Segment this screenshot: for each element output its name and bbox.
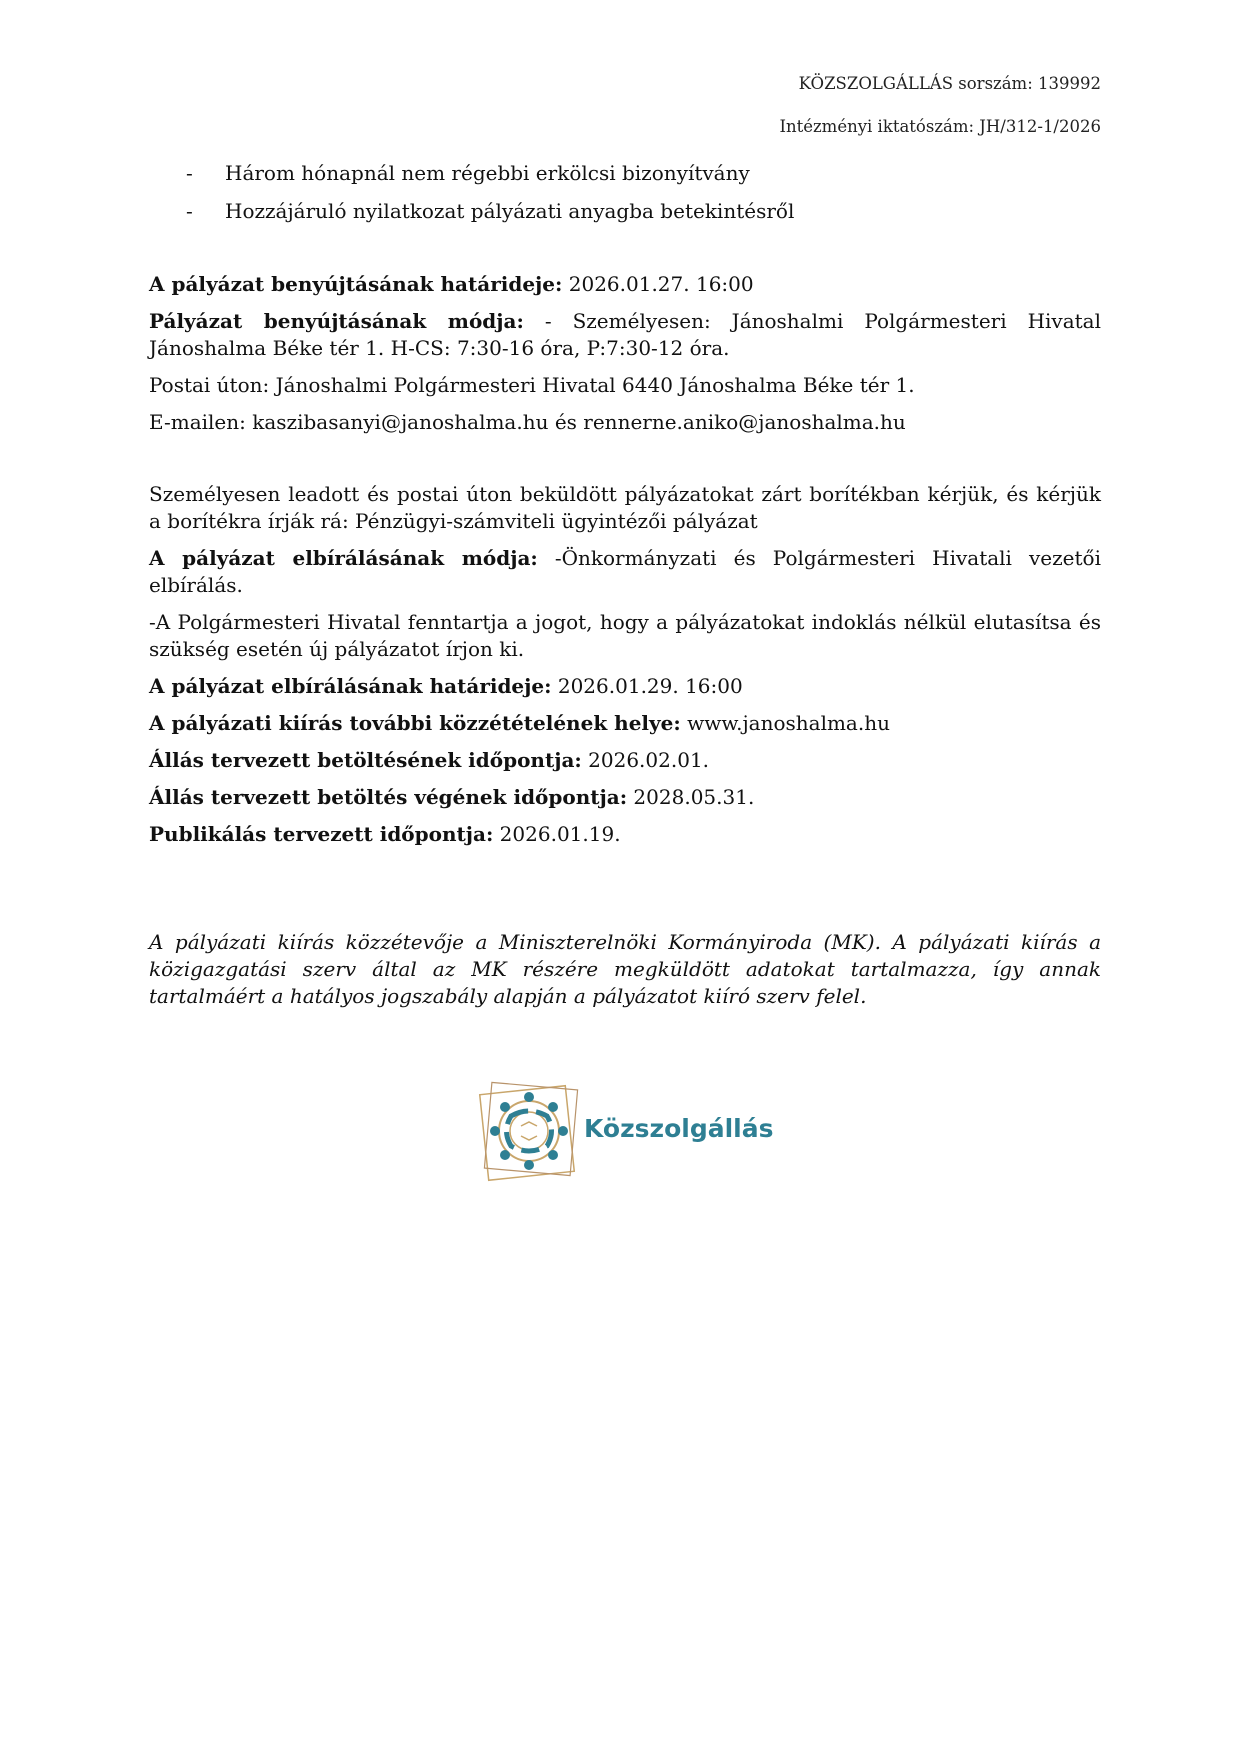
email-submission: E-mailen: kaszibasanyi@janoshalma.hu és rennerne.aniko@janoshalma.hu [149, 410, 906, 434]
publication-place [149, 710, 1101, 737]
envelope-note: Személyesen leadott és postai úton beküldött pályázatokat zárt borítékban kérjük, és kérjük a borítékra írják rá: Pénzügyi-számviteli ügyintézői pályázat [149, 482, 1101, 533]
logo-emblem-icon [476, 1076, 586, 1186]
evaluation-deadline-value: 2026.01.29. 16:00 [551, 674, 743, 698]
submission-method-value: - Személyesen: Jánoshalmi Polgármesteri Hivatal Jánoshalma Béke tér 1. H-CS: 7:30-16 óra, P:7:30-12 óra. [149, 309, 1102, 360]
header-serial-number: KÖZSZOLGÁLLÁS sorszám: 139992 [798, 74, 1101, 93]
document-body [149, 160, 1101, 1010]
submission-method [149, 308, 1101, 362]
list-item [149, 160, 1101, 187]
list-bullet: - [186, 161, 193, 185]
planned-start-date-label: Állás tervezett betöltésének időpontja: [149, 748, 582, 772]
submission-deadline-value: 2026.01.27. 16:00 [562, 272, 754, 296]
planned-end-date [149, 784, 1101, 811]
planned-start-date [149, 747, 1101, 774]
publication-date [149, 821, 1101, 848]
evaluation-method-label: A pályázat elbírálásának módja: [149, 546, 538, 570]
list-bullet: - [186, 199, 193, 223]
publication-place-value: www.janoshalma.hu [680, 711, 890, 735]
list-item-text: Három hónapnál nem régebbi erkölcsi bizonyítvány [225, 161, 750, 185]
kozszolgallas-logo [476, 1076, 776, 1186]
publication-place-label: A pályázati kiírás további közzétételének helye: [149, 711, 681, 735]
disclaimer: A pályázati kiírás közzétevője a Miniszterelnöki Kormányiroda (MK). A pályázati kiírás a közigazgatási szerv által az MK részére megküldött adatokat tartalmazza, így annak tartalmáért a hatályos jogszabály alapján a pályázatot kiíró szerv felel. [149, 930, 1101, 1008]
evaluation-deadline [149, 673, 1101, 700]
publication-date-label: Publikálás tervezett időpontja: [149, 822, 494, 846]
logo-text: Közszolgállás [584, 1114, 774, 1143]
submission-method-label: Pályázat benyújtásának módja: [149, 309, 524, 333]
evaluation-method-value: -Önkormányzati és Polgármesteri Hivatali vezetői elbírálás. [149, 546, 1101, 597]
evaluation-deadline-label: A pályázat elbírálásának határideje: [149, 674, 552, 698]
postal-submission: Postai úton: Jánoshalmi Polgármesteri Hivatal 6440 Jánoshalma Béke tér 1. [149, 373, 915, 397]
submission-deadline [149, 271, 1101, 298]
planned-start-date-value: 2026.02.01. [581, 748, 710, 772]
evaluation-method [149, 545, 1101, 599]
rights-note: -A Polgármesteri Hivatal fenntartja a jogot, hogy a pályázatokat indoklás nélkül elutasítsa és szükség esetén új pályázatot írjon ki. [149, 610, 1101, 661]
list-item-text: Hozzájáruló nyilatkozat pályázati anyagba betekintésről [225, 199, 795, 223]
list-item [149, 198, 1101, 225]
submission-deadline-label: A pályázat benyújtásának határideje: [149, 272, 563, 296]
header-reference-number: Intézményi iktatószám: JH/312-1/2026 [779, 117, 1101, 136]
planned-end-date-value: 2028.05.31. [627, 785, 755, 809]
publication-date-value: 2026.01.19. [493, 822, 621, 846]
planned-end-date-label: Állás tervezett betöltés végének időpontja: [149, 785, 628, 809]
